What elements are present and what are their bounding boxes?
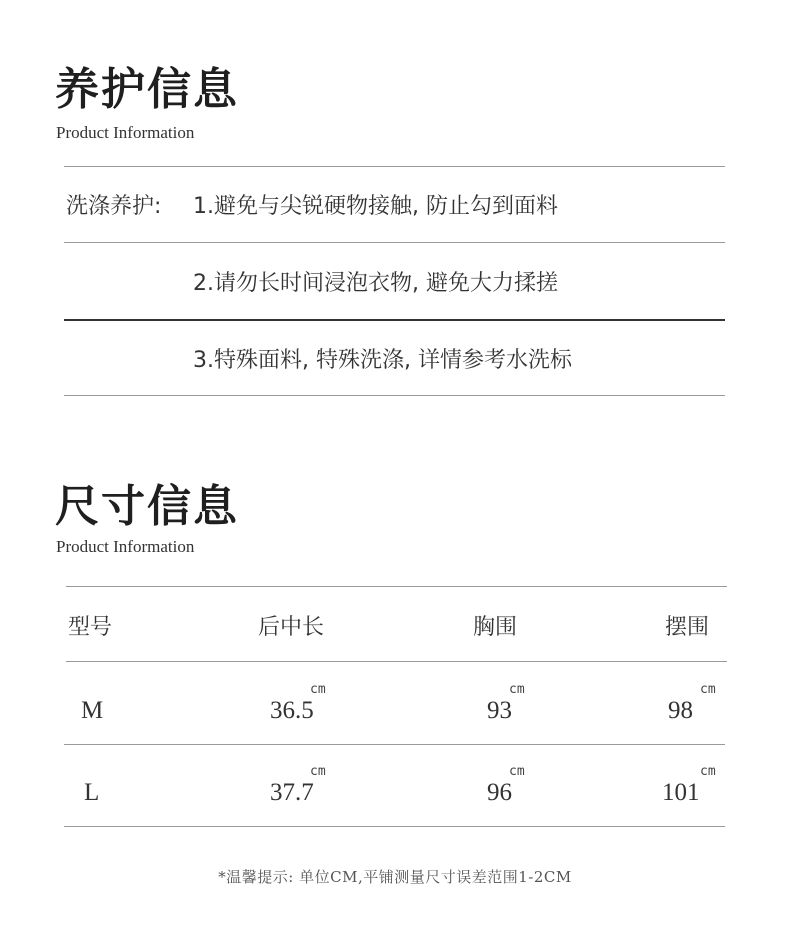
care-item-1: 1.避免与尖锐硬物接触, 防止勾到面料	[193, 194, 558, 219]
header-model: 型号	[68, 615, 113, 640]
table-bottom-rule	[64, 826, 725, 827]
divider	[64, 242, 725, 243]
unit-label: cm	[700, 682, 716, 697]
care-label: 洗涤养护:	[66, 194, 162, 219]
divider	[64, 319, 725, 321]
m-hem: 98	[668, 697, 693, 724]
care-item-3: 3.特殊面料, 特殊洗涤, 详情参考水洗标	[193, 348, 572, 373]
table-top-rule	[66, 586, 727, 587]
unit-label: cm	[509, 682, 525, 697]
unit-label: cm	[509, 764, 525, 779]
m-length: 36.5	[270, 697, 314, 724]
l-hem: 101	[662, 779, 700, 806]
care-title: 养护信息	[55, 64, 239, 115]
table-rule	[66, 661, 727, 662]
unit-label: cm	[310, 764, 326, 779]
divider	[64, 166, 725, 167]
unit-label: cm	[700, 764, 716, 779]
l-length: 37.7	[270, 779, 314, 806]
size-subtitle: Product Information	[56, 537, 195, 556]
care-subtitle: Product Information	[56, 123, 195, 142]
size-m: M	[81, 697, 104, 724]
divider	[64, 395, 725, 396]
header-hem: 摆围	[665, 615, 710, 640]
header-back-length: 后中长	[258, 615, 325, 640]
size-l: L	[84, 779, 100, 806]
footnote: *温馨提示: 单位CM,平铺测量尺寸误差范围1-2CM	[218, 868, 572, 886]
header-chest: 胸围	[473, 615, 518, 640]
table-rule	[64, 744, 725, 745]
size-title: 尺寸信息	[55, 481, 239, 532]
unit-label: cm	[310, 682, 326, 697]
m-chest: 93	[487, 697, 512, 724]
l-chest: 96	[487, 779, 512, 806]
care-item-2: 2.请勿长时间浸泡衣物, 避免大力揉搓	[193, 271, 558, 296]
